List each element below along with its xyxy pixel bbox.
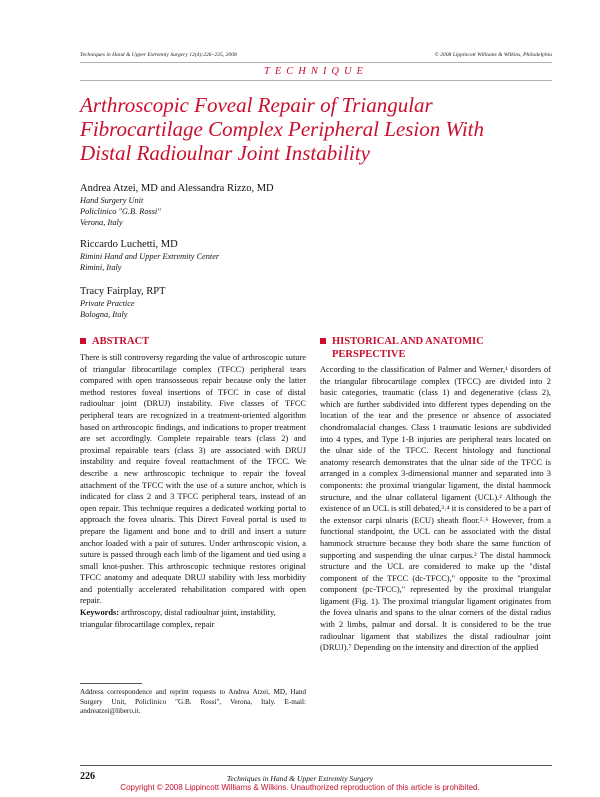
- abstract-heading: [80, 335, 306, 348]
- affiliation-line: Verona, Italy: [80, 218, 123, 227]
- copyright-notice: Copyright © 2008 Lippincott Williams & Wilkins. Unauthorized reproduction of this article is prohibited.: [120, 783, 480, 792]
- author-name: Andrea Atzei, MD and Alessandra Rizzo, MD: [80, 183, 274, 194]
- abstract-text: There is still controversy regarding the value of arthroscopic suture of triangular fibrocartilage complex (TFCC) peripheral tears compared with open transosseous repair because only the latter method restores foveal insertions of TFCC in case of distal radioulnar joint (DRUJ) instability. Five classes of TFCC peripheral tears are recognized in a treatment-oriented algorithm based on arthroscopic findings, and indications to proper treatment are set accordingly. Complete repairable tears (class 2) and proximal repairable tears (class 3) are associated with DRUJ instability and require foveal reattachment of the TFCC. We describe a new arthroscopic technique to repair the foveal attachment of the TFCC with the use of a suture anchor, which is indicated for class 2 and 3 TFCC peripheral tears, instead of an open repair. This technique requires a dedicated working portal to approach the fovea ulnaris. This Direct Foveal portal is used to prepare the ligament and bone and to drill and insert a suture anchor loaded with a pair of sutures. Under arthroscopic vision, a suture is passed through each limb of the ligament and tied using a small knot-pusher. This arthroscopic technique restores original TFCC anatomy and adequate DRUJ stability with less morbidity and potentially accelerated rehabilitation compared with open repair.: [80, 353, 306, 606]
- title-line: Distal Radioulnar Joint Instability: [80, 141, 370, 165]
- affiliation-line: Bologna, Italy: [80, 310, 128, 319]
- history-heading-text: [332, 335, 484, 361]
- author-block-2: [80, 238, 380, 273]
- header-rule: [80, 62, 552, 63]
- page-number: 226: [80, 771, 95, 782]
- keywords-text: arthroscopy, distal radioulnar joint, instability, triangular fibrocartilage complex, repair: [80, 608, 276, 629]
- history-text: According to the classification of Palmer and Werner,¹ disorders of the triangular fibrocartilage complex (TFCC) are divided into 2 basic categories, traumatic (class 1) and degenerative (class 2), which are further subdivided into different types depending on the location of the tear and the presence or absence of associated chondromalacial changes. Class 1 traumatic lesions are subdivided into 4 types, and Type 1-B injuries are peripheral tears located on the ulnar side of the TFCC. Recent histology and functional anatomy research demonstrates that the ulnar side of the TFCC is arranged in a complex 3-dimensional manner and separated into 3 components: the proximal triangular ligament, the distal hammock structure, and the ulnar collateral ligament (UCL).² Although the existence of an UCL is still debated,³˒⁴ it is considered to be a part of the extensor carpi ulnaris (ECU) sheath floor.⁵˒⁶ However, from a functional standpoint, the UCL can be associated with the distal hammock structure because they both share the same function of supporting and suspending the ulnar carpus.² The distal hammock structure and the UCL are considered to make up the "distal component of the TFCC (dc-TFCC)," opposite to the "proximal component (pc-TFCC)," represented by the proximal triangular ligament (Fig. 1). The proximal triangular ligament originates from the fovea ulnaris and spans to the ulnar corners of the distal radius with 2 limbs, palmar and dorsal. It is considered to be the true radioulnar ligament that stabilizes the distal radioulnar joint (DRUJ).⁷ Depending on the intensity and direction of the applied: [320, 365, 551, 653]
- section-label: TECHNIQUE: [264, 66, 368, 77]
- affiliation-line: Private Practice: [80, 299, 135, 308]
- title-line: Fibrocartilage Complex Peripheral Lesion With: [80, 117, 485, 141]
- footer-rule: [80, 765, 552, 766]
- author-block-1: [80, 182, 380, 228]
- author-name: Riccardo Luchetti, MD: [80, 239, 178, 250]
- running-head-publisher: © 2008 Lippincott Williams & Wilkins, Philadelphia: [434, 52, 552, 58]
- running-head-journal: Techniques in Hand & Upper Extremity Surgery 12(4):226–235, 2008: [80, 52, 237, 58]
- heading-line: PERSPECTIVE: [332, 349, 406, 360]
- affiliation-line: Policlinico "G.B. Rossi": [80, 207, 161, 216]
- correspondence-footnote: Address correspondence and reprint requests to Andrea Atzei, MD, Hand Surgery Unit, Policlinico "G.B. Rossi", Verona, Italy. E-mail: andreatzei@libero.it.: [80, 688, 306, 716]
- section-rule: [80, 80, 552, 81]
- author-name: Tracy Fairplay, RPT: [80, 286, 166, 297]
- footnote-rule: [80, 683, 142, 684]
- section-bullet-icon: [80, 338, 86, 344]
- affiliation-line: Hand Surgery Unit: [80, 196, 144, 205]
- heading-line: HISTORICAL AND ANATOMIC: [332, 336, 484, 347]
- title-line: Arthroscopic Foveal Repair of Triangular: [80, 93, 433, 117]
- keywords: [80, 607, 306, 630]
- article-title: [80, 93, 552, 165]
- history-heading: [320, 335, 551, 361]
- history-column: [320, 364, 551, 654]
- abstract-column: [80, 352, 306, 630]
- footer-journal: Techniques in Hand & Upper Extremity Surgery: [226, 774, 374, 783]
- author-block-3: [80, 285, 380, 320]
- keywords-label: Keywords:: [80, 608, 120, 618]
- abstract-heading-text: ABSTRACT: [92, 336, 150, 347]
- section-bullet-icon: [320, 338, 326, 344]
- affiliation-line: Rimini, Italy: [80, 263, 122, 272]
- affiliation-line: Rimini Hand and Upper Extremity Center: [80, 252, 220, 261]
